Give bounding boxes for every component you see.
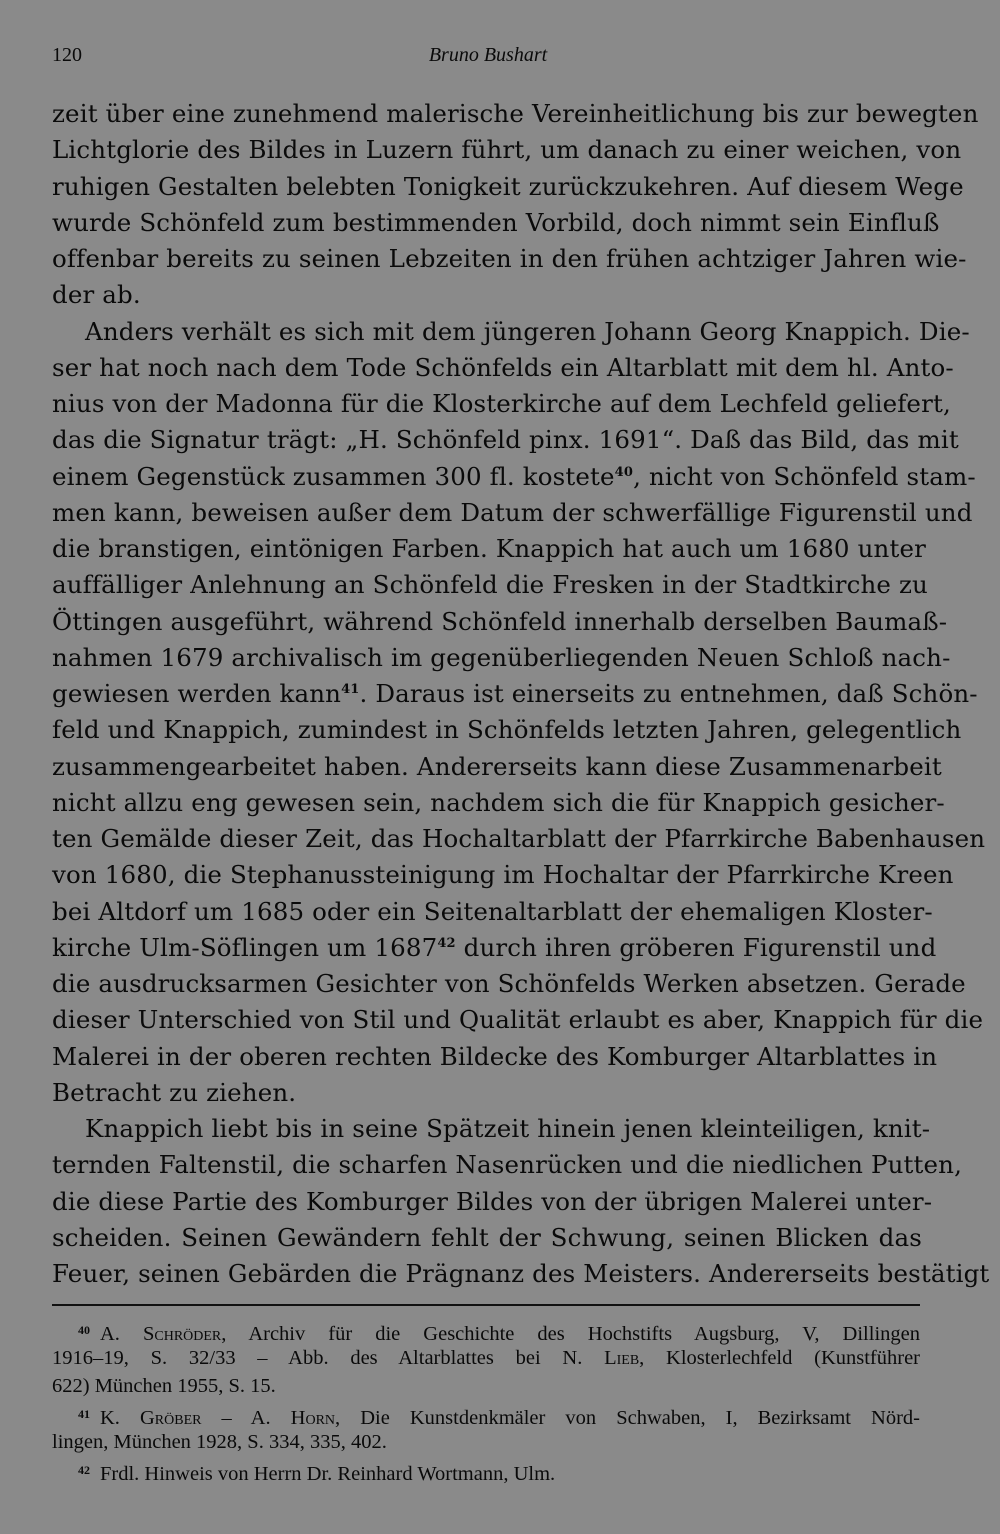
author-name: Schröder (142, 1323, 222, 1345)
footnote-text: – A. (201, 1407, 291, 1429)
footnote-40 (52, 1316, 920, 1344)
text-line: Malerei in der oberen rechten Bildecke des Komburger Altarblattes in (52, 1041, 938, 1071)
text-line: ruhigen Gestalten belebten Tonigkeit zurückzukehren. Auf diesem Wege (52, 171, 964, 201)
text-line: dieser Unterschied von Stil und Qualität erlaubt es aber, Knappich für die (52, 1005, 984, 1035)
footnote-text: K. (100, 1407, 140, 1429)
text-line: Lichtglorie des Bildes in Luzern führt, um danach zu einer weichen, von (52, 135, 962, 165)
text-line: scheiden. Seinen Gewändern fehlt der Schwung, seinen Blicken das (52, 1222, 922, 1252)
footnote-text: , Die Kunstdenkmäler von Schwaben, I, Bezirksamt Nörd- (335, 1407, 920, 1429)
footnote-text: , Archiv für die Geschichte des Hochstifts Augsburg, V, Dillingen (221, 1323, 920, 1345)
footnote-text: 1916–19, S. 32/33 – Abb. des Altarblattes bei N. (52, 1347, 605, 1369)
author-name: Lieb (604, 1347, 640, 1369)
text-line: von 1680, die Stephanussteinigung im Hochaltar der Pfarrkirche Kreen (52, 860, 954, 890)
footnote-text: Frdl. Hinweis von Herrn Dr. Reinhard Wortmann, Ulm. (100, 1463, 556, 1485)
text-line: die branstigen, eintönigen Farben. Knappich hat auch um 1680 unter (52, 534, 926, 563)
text-line: Feuer, seinen Gebärden die Prägnanz des Meisters. Andererseits bestätigt (52, 1259, 990, 1288)
text-line: der ab. (52, 280, 141, 310)
body-text (52, 96, 990, 1292)
footnote-line: lingen, München 1928, S. 334, 335, 402. (52, 1431, 387, 1453)
text-line: offenbar bereits zu seinen Lebzeiten in den frühen achtziger Jahren wie- (52, 244, 967, 273)
text-line: nahmen 1679 archivalisch im gegenüberliegenden Neuen Schloß nach- (52, 642, 951, 672)
footnote-mark: 42 (78, 1463, 90, 1477)
footnote-ref-40[interactable]: 40 (614, 464, 634, 480)
text-line: ten Gemälde dieser Zeit, das Hochaltarblatt der Pfarrkirche Babenhausen (52, 824, 986, 853)
running-head (52, 44, 924, 74)
running-title-author: Bruno Bushart (428, 44, 548, 66)
footnote-ref-41[interactable]: 41 (341, 682, 360, 697)
text-line: Anders verhält es sich mit dem jüngeren Johann Georg Knappich. Die- (85, 316, 970, 346)
text-line-with-footnote-ref (52, 930, 937, 966)
text-line: Öttingen ausgeführt, während Schönfeld innerhalb derselben Baumaß- (52, 606, 948, 636)
text-line: die ausdrucksarmen Gesichter von Schönfelds Werken absetzen. Gerade (52, 969, 966, 998)
text-line: zusammengearbeitet haben. Andererseits kann diese Zusammenarbeit (52, 751, 942, 781)
text-line: wurde Schönfeld zum bestimmenden Vorbild, doch nimmt sein Einfluß (52, 207, 940, 237)
text-line: men kann, beweisen außer dem Datum der schwerfällige Figurenstil und (52, 497, 973, 527)
footnote-mark: 40 (78, 1323, 90, 1337)
text-line: nius von der Madonna für die Klosterkirche auf dem Lechfeld geliefert, (52, 389, 951, 418)
text-line: das die Signatur trägt: „H. Schönfeld pinx. 1691“. Daß das Bild, das mit (52, 425, 959, 455)
text-line: auffälliger Anlehnung an Schönfeld die Fresken in der Stadtkirche zu (52, 570, 928, 600)
text-segment: . Daraus ist einerseits zu entnehmen, daß Schön- (359, 679, 978, 708)
text-line: zeit über eine zunehmend malerische Vereinheitlichung bis zur bewegten (52, 99, 979, 128)
text-segment: , nicht von Schönfeld stam- (633, 461, 976, 491)
author-name: Gröber (139, 1407, 202, 1429)
footnote-mark: 41 (78, 1407, 90, 1421)
footnote-42 (52, 1456, 920, 1484)
text-line: die diese Partie des Komburger Bildes von der übrigen Malerei unter- (52, 1186, 933, 1216)
text-segment: gewiesen werden kann (52, 679, 342, 708)
text-line: ternden Faltenstil, die scharfen Nasenrücken und die niedlichen Putten, (52, 1150, 963, 1180)
author-name: Horn (290, 1407, 336, 1429)
text-line: bei Altdorf um 1685 oder ein Seitenaltarblatt der ehemaligen Kloster- (52, 896, 933, 926)
text-line: Knappich liebt bis in seine Spätzeit hinein jenen kleinteiligen, knit- (85, 1114, 931, 1143)
footnote-text: , Klosterlechfeld (Kunstführer (639, 1347, 920, 1369)
text-line: nicht allzu eng gewesen sein, nachdem sich die für Knappich gesicher- (52, 787, 945, 817)
text-line: ser hat noch nach dem Tode Schönfelds ein Altarblatt mit dem hl. Anto- (52, 352, 954, 382)
footnote-line (52, 1344, 920, 1372)
footnote-text: A. (100, 1323, 143, 1345)
text-line: Betracht zu ziehen. (52, 1077, 297, 1107)
footnote-41 (52, 1400, 920, 1428)
text-segment: durch ihren gröberen Figurenstil und (455, 932, 937, 962)
footnote-line: 622) München 1955, S. 15. (52, 1375, 276, 1397)
page-number: 120 (52, 44, 82, 66)
footnote-ref-42[interactable]: 42 (437, 935, 456, 951)
text-line: feld und Knappich, zumindest in Schönfelds letzten Jahren, gelegentlich (52, 715, 962, 745)
text-line-with-footnote-ref (52, 459, 976, 495)
footnote-divider (52, 1304, 920, 1306)
text-line-with-footnote-ref (52, 676, 978, 712)
text-segment: kirche Ulm-Söflingen um 1687 (52, 932, 438, 962)
footnotes (52, 1316, 920, 1484)
text-segment: einem Gegenstück zusammen 300 fl. kostete (52, 461, 615, 491)
